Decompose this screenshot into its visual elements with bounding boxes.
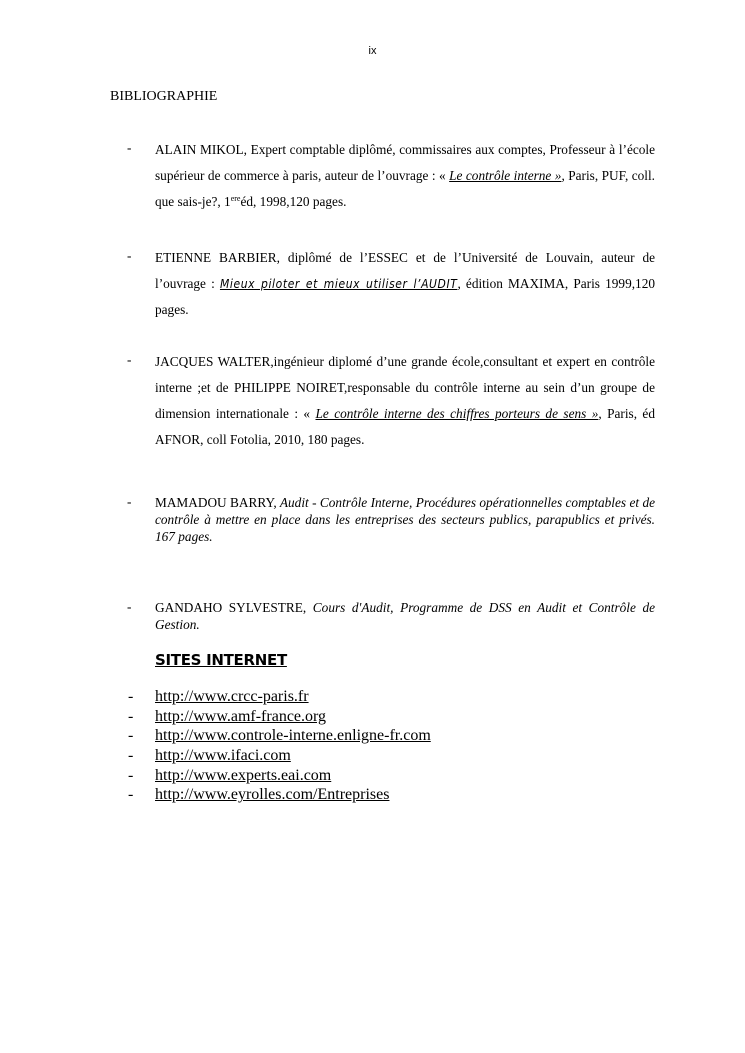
list-dash: - bbox=[127, 494, 132, 509]
list-dash: - bbox=[128, 786, 134, 804]
site-link[interactable]: http://www.amf-france.org bbox=[155, 707, 327, 725]
site-link[interactable]: http://www.eyrolles.com/Entreprises bbox=[155, 786, 390, 804]
bibliography-entry bbox=[155, 599, 655, 633]
list-dash: - bbox=[128, 747, 134, 765]
bibliography-entry bbox=[155, 494, 655, 545]
list-dash: - bbox=[127, 248, 132, 263]
entry-text: , édition MAXIMA, Paris 1999,120 pages. bbox=[155, 276, 655, 317]
site-link[interactable]: http://www.controle-interne.enligne-fr.com bbox=[155, 727, 431, 745]
site-link[interactable]: http://www.crcc-paris.fr bbox=[155, 688, 309, 705]
list-dash: - bbox=[128, 688, 134, 705]
entry-text: , Paris, PUF, coll. que sais-je?, 1 bbox=[155, 168, 655, 209]
entry-text: ETIENNE BARBIER, diplômé de l’ESSEC et de l’Université de Louvain, auteur de l’ouvrage : bbox=[155, 250, 655, 291]
sites-heading: SITES INTERNET bbox=[155, 651, 287, 669]
list-dash: - bbox=[128, 727, 134, 745]
list-dash: - bbox=[127, 352, 132, 367]
entry-title: Cours d'Audit, Programme de DSS en Audit et Contrôle de Gestion. bbox=[155, 600, 656, 632]
list-dash: - bbox=[128, 766, 134, 784]
entry-author: GANDAHO SYLVESTRE, bbox=[155, 600, 307, 615]
entry-title: Mieux piloter et mieux utiliser l’AUDIT bbox=[219, 277, 458, 291]
bibliography-entry bbox=[155, 245, 655, 323]
entry-text: ALAIN MIKOL, Expert comptable diplômé, commissaires aux comptes, Professeur à l’école supérieur de commerce à paris, auteur de l’ouvrage : « bbox=[155, 142, 655, 183]
site-link[interactable]: http://www.experts.eai.com bbox=[155, 766, 332, 784]
list-dash: - bbox=[127, 599, 132, 614]
page-number: ix bbox=[368, 45, 377, 57]
entry-author: MAMADOU BARRY, bbox=[155, 495, 277, 510]
entry-title: Le contrôle interne des chiffres porteurs de sens » bbox=[315, 406, 599, 421]
bibliography-heading: BIBLIOGRAPHIE bbox=[110, 89, 218, 104]
entry-text: éd, 1998,120 pages. bbox=[240, 194, 347, 209]
entry-title: Le contrôle interne » bbox=[449, 168, 562, 183]
bibliography-entry bbox=[155, 349, 655, 453]
entry-text: , Paris, éd AFNOR, coll Fotolia, 2010, 180 pages. bbox=[155, 406, 655, 447]
site-link[interactable]: http://www.ifaci.com bbox=[155, 747, 291, 765]
entry-text: JACQUES WALTER,ingénieur diplomé d’une grande école,consultant et expert en contrôle interne ;et de PHILIPPE NOIRET,responsable du contrôle interne au sein d’un groupe de dimension internationale : « bbox=[155, 354, 655, 421]
bibliography-entry bbox=[155, 137, 655, 215]
list-dash: - bbox=[127, 140, 132, 155]
list-dash: - bbox=[128, 707, 134, 725]
entry-title: Audit - Contrôle Interne, Procédures opérationnelles comptables et de contrôle à mettre en place dans les entreprises des secteurs publics, parapublics et privés. 167 pages. bbox=[155, 495, 656, 544]
entry-superscript: ere bbox=[230, 194, 241, 203]
